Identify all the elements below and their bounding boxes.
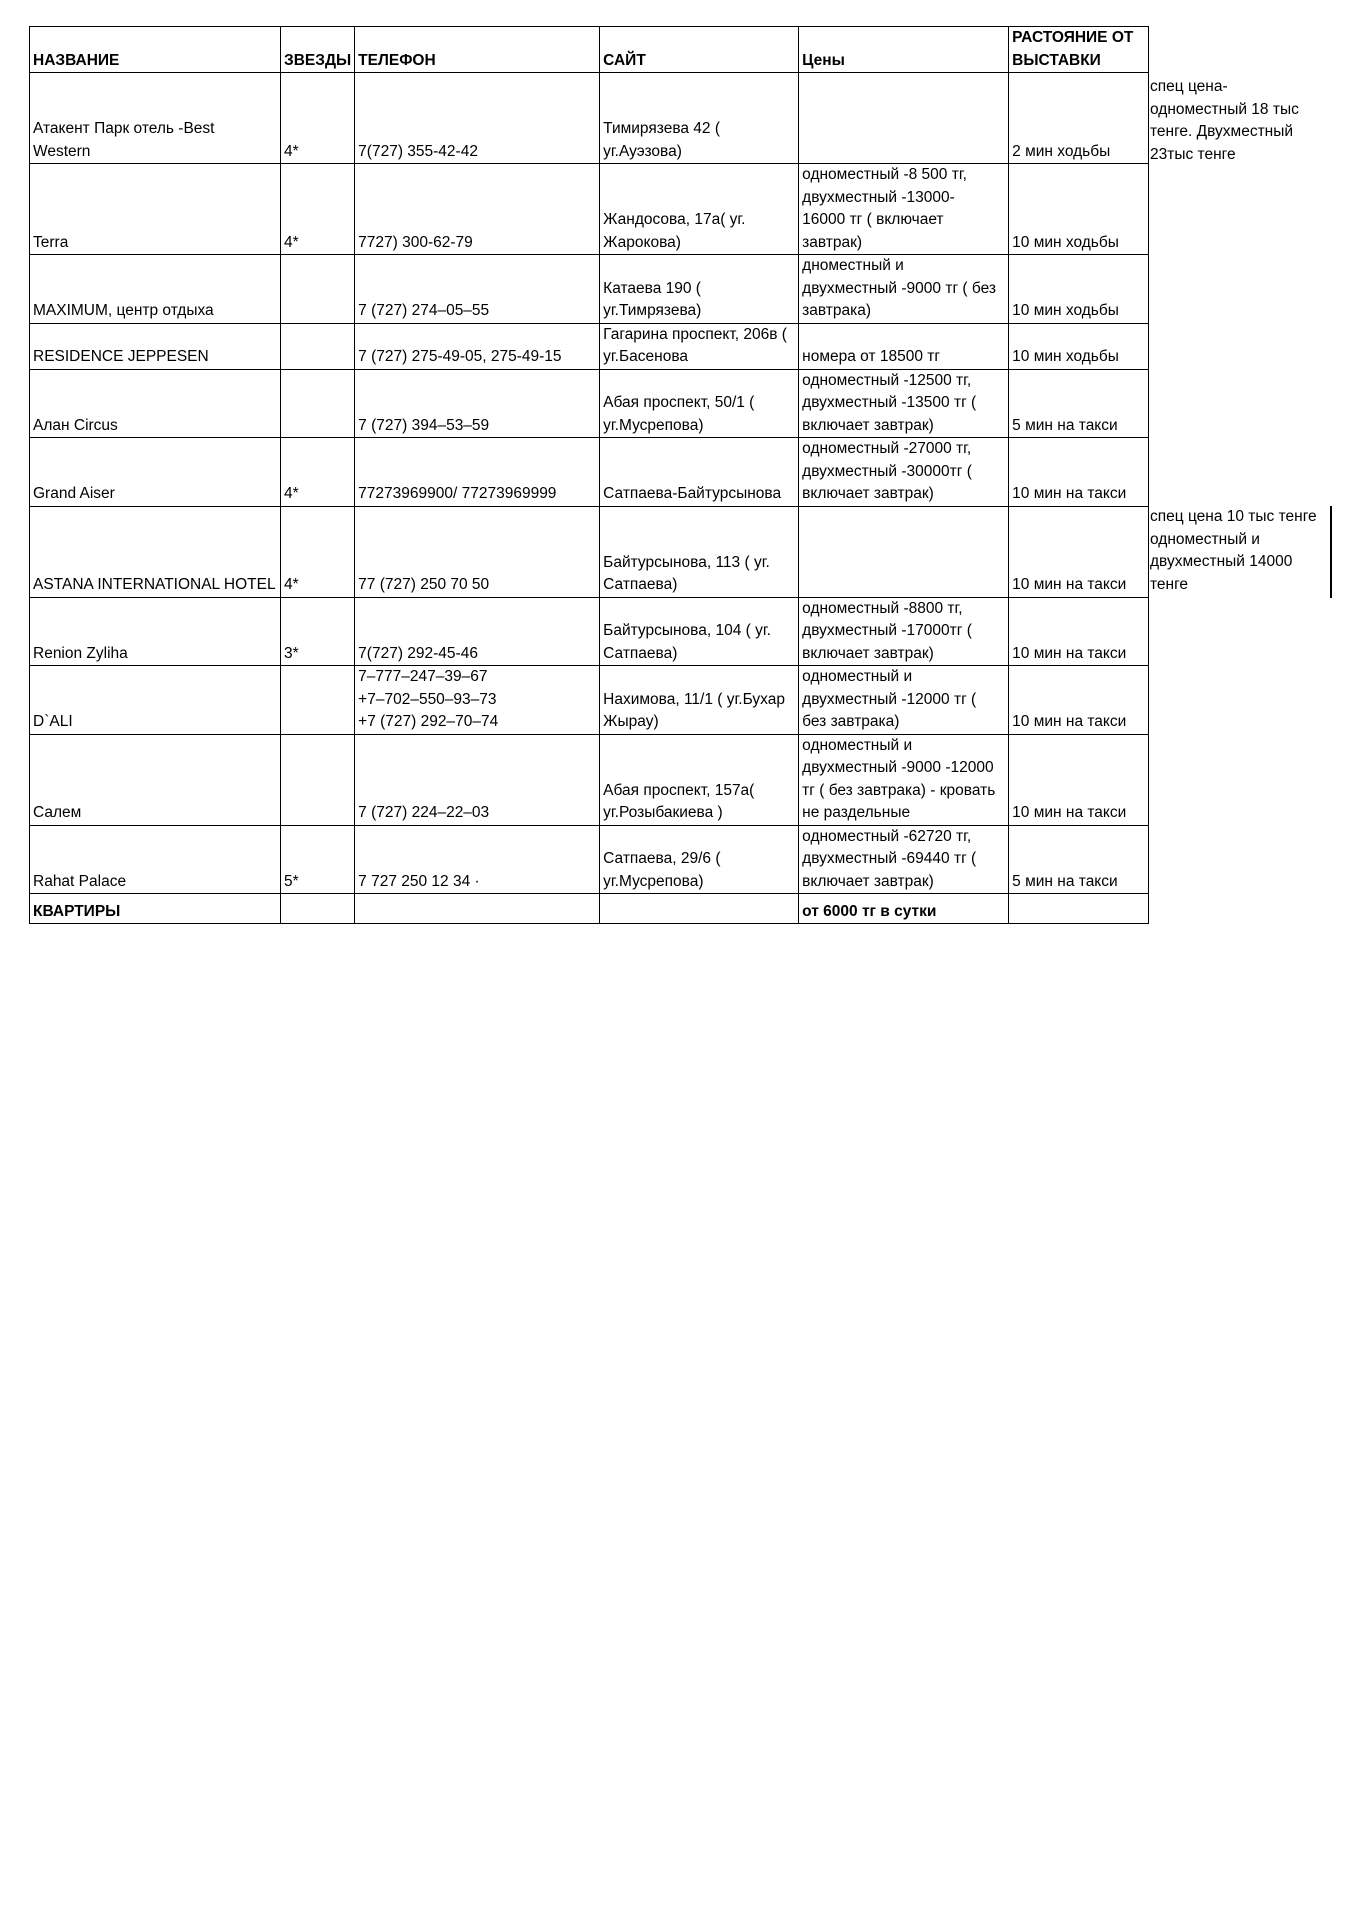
hotel-name: Grand Aiser: [30, 438, 281, 507]
hotel-prices: одноместный и двухместный -9000 -12000 тг ( без завтрака) - кровать не раздельные: [799, 734, 1009, 825]
hotel-prices: [799, 506, 1009, 597]
hotel-phone: 7 (727) 274–05–55: [355, 255, 600, 324]
hotel-site: Сатпаева, 29/6 ( уг.Мусрепова): [600, 825, 799, 894]
empty-cell: [1009, 894, 1149, 924]
hotel-stars: [281, 255, 355, 324]
hotel-phone: 7727) 300-62-79: [355, 164, 600, 255]
hotel-name: Алан Circus: [30, 369, 281, 438]
table-row: [30, 597, 1149, 666]
hotel-table: [29, 26, 1149, 924]
header-prices: Цены: [799, 27, 1009, 73]
hotel-name: D`ALI: [30, 666, 281, 735]
hotel-phone: 7–777–247–39–67 +7–702–550–93–73 +7 (727) 292–70–74: [355, 666, 600, 735]
hotel-name: RESIDENCE JEPPESEN: [30, 323, 281, 369]
header-row: [30, 27, 1149, 73]
hotel-distance: 10 мин ходьбы: [1009, 255, 1149, 324]
margin-rule: [1330, 506, 1332, 598]
table-row: [30, 164, 1149, 255]
hotel-stars: 4*: [281, 73, 355, 164]
hotel-phone: 7(727) 292-45-46: [355, 597, 600, 666]
hotel-site: Тимирязева 42 ( уг.Ауэзова): [600, 73, 799, 164]
apartments-row: [30, 894, 1149, 924]
hotel-name: Атакент Парк отель -Best Western: [30, 73, 281, 164]
hotel-phone: 7 (727) 394–53–59: [355, 369, 600, 438]
hotel-distance: 10 мин на такси: [1009, 438, 1149, 507]
hotel-prices: дноместный и двухместный -9000 тг ( без завтрака): [799, 255, 1009, 324]
empty-cell: [600, 894, 799, 924]
table-row: [30, 825, 1149, 894]
empty-cell: [355, 894, 600, 924]
hotel-name: MAXIMUM, центр отдыха: [30, 255, 281, 324]
hotel-name: Rahat Palace: [30, 825, 281, 894]
table-row: [30, 369, 1149, 438]
hotel-site: Абая проспект, 50/1 ( уг.Мусрепова): [600, 369, 799, 438]
hotel-prices: одноместный -12500 тг, двухместный -13500 тг ( включает завтрак): [799, 369, 1009, 438]
table-row: [30, 438, 1149, 507]
hotel-distance: 10 мин на такси: [1009, 506, 1149, 597]
hotel-name: Terra: [30, 164, 281, 255]
hotel-stars: [281, 666, 355, 735]
hotel-site: Жандосова, 17а( уг. Жарокова): [600, 164, 799, 255]
hotel-distance: 5 мин на такси: [1009, 825, 1149, 894]
hotel-prices: одноместный -8 500 тг, двухместный -13000- 16000 тг ( включает завтрак): [799, 164, 1009, 255]
hotel-prices: номера от 18500 тг: [799, 323, 1009, 369]
header-site: САЙТ: [600, 27, 799, 73]
hotel-site: Катаева 190 ( уг.Тимрязева): [600, 255, 799, 324]
hotel-name: Салем: [30, 734, 281, 825]
hotel-phone: 77 (727) 250 70 50: [355, 506, 600, 597]
hotel-distance: 10 мин ходьбы: [1009, 164, 1149, 255]
hotel-distance: 10 мин на такси: [1009, 666, 1149, 735]
hotel-distance: 2 мин ходьбы: [1009, 73, 1149, 164]
hotel-stars: 4*: [281, 506, 355, 597]
table-row: [30, 323, 1149, 369]
table-row: [30, 73, 1149, 164]
hotel-phone: 7 727 250 12 34 ·: [355, 825, 600, 894]
hotel-prices: одноместный -27000 тг, двухместный -30000тг ( включает завтрак): [799, 438, 1009, 507]
hotel-phone: 7 (727) 224–22–03: [355, 734, 600, 825]
hotel-phone: 7 (727) 275-49-05, 275-49-15: [355, 323, 600, 369]
hotel-site: Гагарина проспект, 206в ( уг.Басенова: [600, 323, 799, 369]
hotel-stars: [281, 369, 355, 438]
hotel-site: Байтурсынова, 104 ( уг. Сатпаева): [600, 597, 799, 666]
hotel-prices: одноместный -62720 тг, двухместный -69440 тг ( включает завтрак): [799, 825, 1009, 894]
table-row: [30, 666, 1149, 735]
hotel-stars: [281, 323, 355, 369]
table-row: [30, 255, 1149, 324]
apartments-label: КВАРТИРЫ: [30, 894, 281, 924]
hotel-stars: [281, 734, 355, 825]
hotel-name: ASTANA INTERNATIONAL HOTEL: [30, 506, 281, 597]
hotel-site: Сатпаева-Байтурсынова: [600, 438, 799, 507]
hotel-stars: 4*: [281, 164, 355, 255]
hotel-prices: [799, 73, 1009, 164]
side-note-special-price-atakent: спец цена- одноместный 18 тыс тенге. Двухместный 23тыс тенге: [1150, 78, 1299, 163]
table-row: [30, 506, 1149, 597]
hotel-phone: 77273969900/ 77273969999: [355, 438, 600, 507]
hotel-prices: одноместный и двухместный -12000 тг ( без завтрака): [799, 666, 1009, 735]
hotel-distance: 10 мин на такси: [1009, 597, 1149, 666]
hotel-site: Нахимова, 11/1 ( уг.Бухар Жырау): [600, 666, 799, 735]
hotel-site: Абая проспект, 157а( уг.Розыбакиева ): [600, 734, 799, 825]
hotel-name: Renion Zyliha: [30, 597, 281, 666]
apartments-price: от 6000 тг в сутки: [799, 894, 1009, 924]
side-note-special-price-astana: спец цена 10 тыс тенге одноместный и двухместный 14000 тенге: [1150, 508, 1317, 593]
header-distance: РАСТОЯНИЕ ОТ ВЫСТАВКИ: [1009, 27, 1149, 73]
hotel-prices: одноместный -8800 тг, двухместный -17000тг ( включает завтрак): [799, 597, 1009, 666]
hotel-phone: 7(727) 355-42-42: [355, 73, 600, 164]
hotel-stars: 5*: [281, 825, 355, 894]
hotel-distance: 5 мин на такси: [1009, 369, 1149, 438]
header-phone: ТЕЛЕФОН: [355, 27, 600, 73]
hotel-distance: 10 мин на такси: [1009, 734, 1149, 825]
hotel-stars: 4*: [281, 438, 355, 507]
table-row: [30, 734, 1149, 825]
hotel-stars: 3*: [281, 597, 355, 666]
header-stars: ЗВЕЗДЫ: [281, 27, 355, 73]
header-name: НАЗВАНИЕ: [30, 27, 281, 73]
hotel-distance: 10 мин ходьбы: [1009, 323, 1149, 369]
hotel-site: Байтурсынова, 113 ( уг. Сатпаева): [600, 506, 799, 597]
empty-cell: [281, 894, 355, 924]
